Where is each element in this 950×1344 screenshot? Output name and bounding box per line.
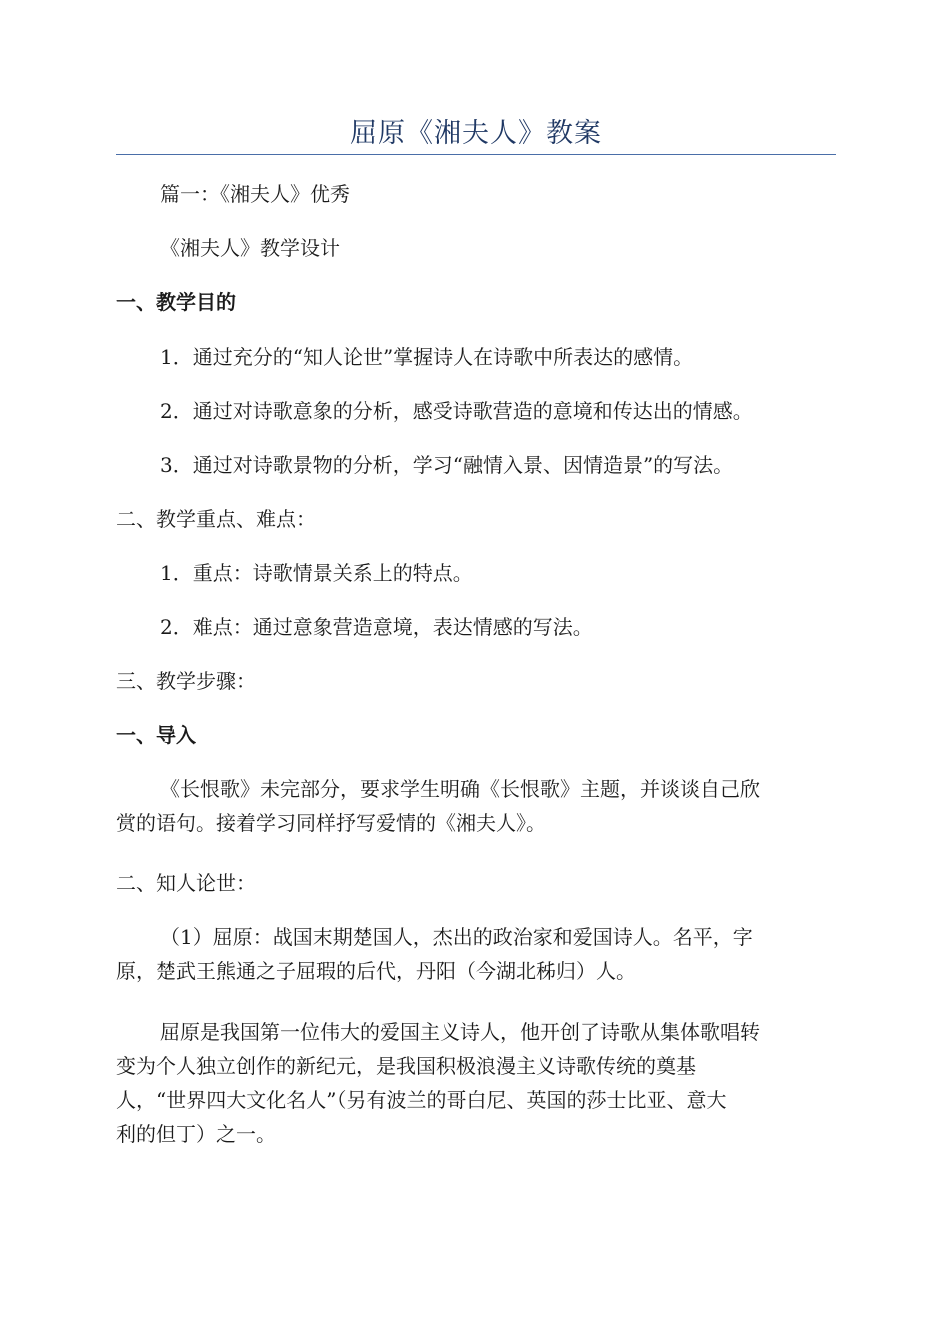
heading-introduction: 一、导入 xyxy=(116,723,196,747)
poet-line-2: 变为个人独立创作的新纪元，是我国积极浪漫主义诗歌传统的奠基 xyxy=(116,1054,696,1078)
document-title: 屈原《湘夫人》教案 xyxy=(350,118,602,149)
poet-line-1: 屈原是我国第一位伟大的爱国主义诗人，他开创了诗歌从集体歌唱转 xyxy=(160,1020,760,1044)
paragraph-source: 篇一：《湘夫人》优秀 xyxy=(160,182,350,206)
intro-line-1: 《长恨歌》未完部分，要求学生明确《长恨歌》主题，并谈谈自己欣 xyxy=(160,777,760,801)
paragraph-biography xyxy=(116,920,836,988)
intro-line-2: 赏的语句。接着学习同样抒写爱情的《湘夫人》。 xyxy=(116,811,546,835)
goal-item-2: 2．通过对诗歌意象的分析，感受诗歌营造的意境和传达出的情感。 xyxy=(160,399,753,423)
bio-line-2: 原，楚武王熊通之子屈瑕的后代，丹阳（今湖北秭归）人。 xyxy=(116,959,636,983)
bio-line-1: （1）屈原：战国末期楚国人，杰出的政治家和爱国诗人。名平，字 xyxy=(160,925,753,949)
paragraph-introduction xyxy=(116,772,836,840)
goal-item-1: 1．通过充分的“知人论世”掌握诗人在诗歌中所表达的感情。 xyxy=(160,345,694,369)
heading-teaching-goals: 一、教学目的 xyxy=(116,290,236,314)
key-point-2: 2．难点：通过意象营造意境，表达情感的写法。 xyxy=(160,615,593,639)
title-underline xyxy=(116,154,836,155)
heading-teaching-steps: 三、教学步骤： xyxy=(116,669,256,693)
poet-line-3: 人，“世界四大文化名人”（另有波兰的哥白尼、英国的莎士比亚、意大 xyxy=(116,1088,727,1112)
heading-background: 二、知人论世： xyxy=(116,871,256,895)
goal-item-3: 3．通过对诗歌景物的分析，学习“融情入景、因情造景”的写法。 xyxy=(160,453,734,477)
paragraph-poet-significance xyxy=(116,1015,836,1151)
paragraph-subtitle: 《湘夫人》教学设计 xyxy=(160,236,340,260)
key-point-1: 1．重点：诗歌情景关系上的特点。 xyxy=(160,561,473,585)
heading-key-points: 二、教学重点、难点： xyxy=(116,507,316,531)
poet-line-4: 利的但丁）之一。 xyxy=(116,1122,276,1146)
